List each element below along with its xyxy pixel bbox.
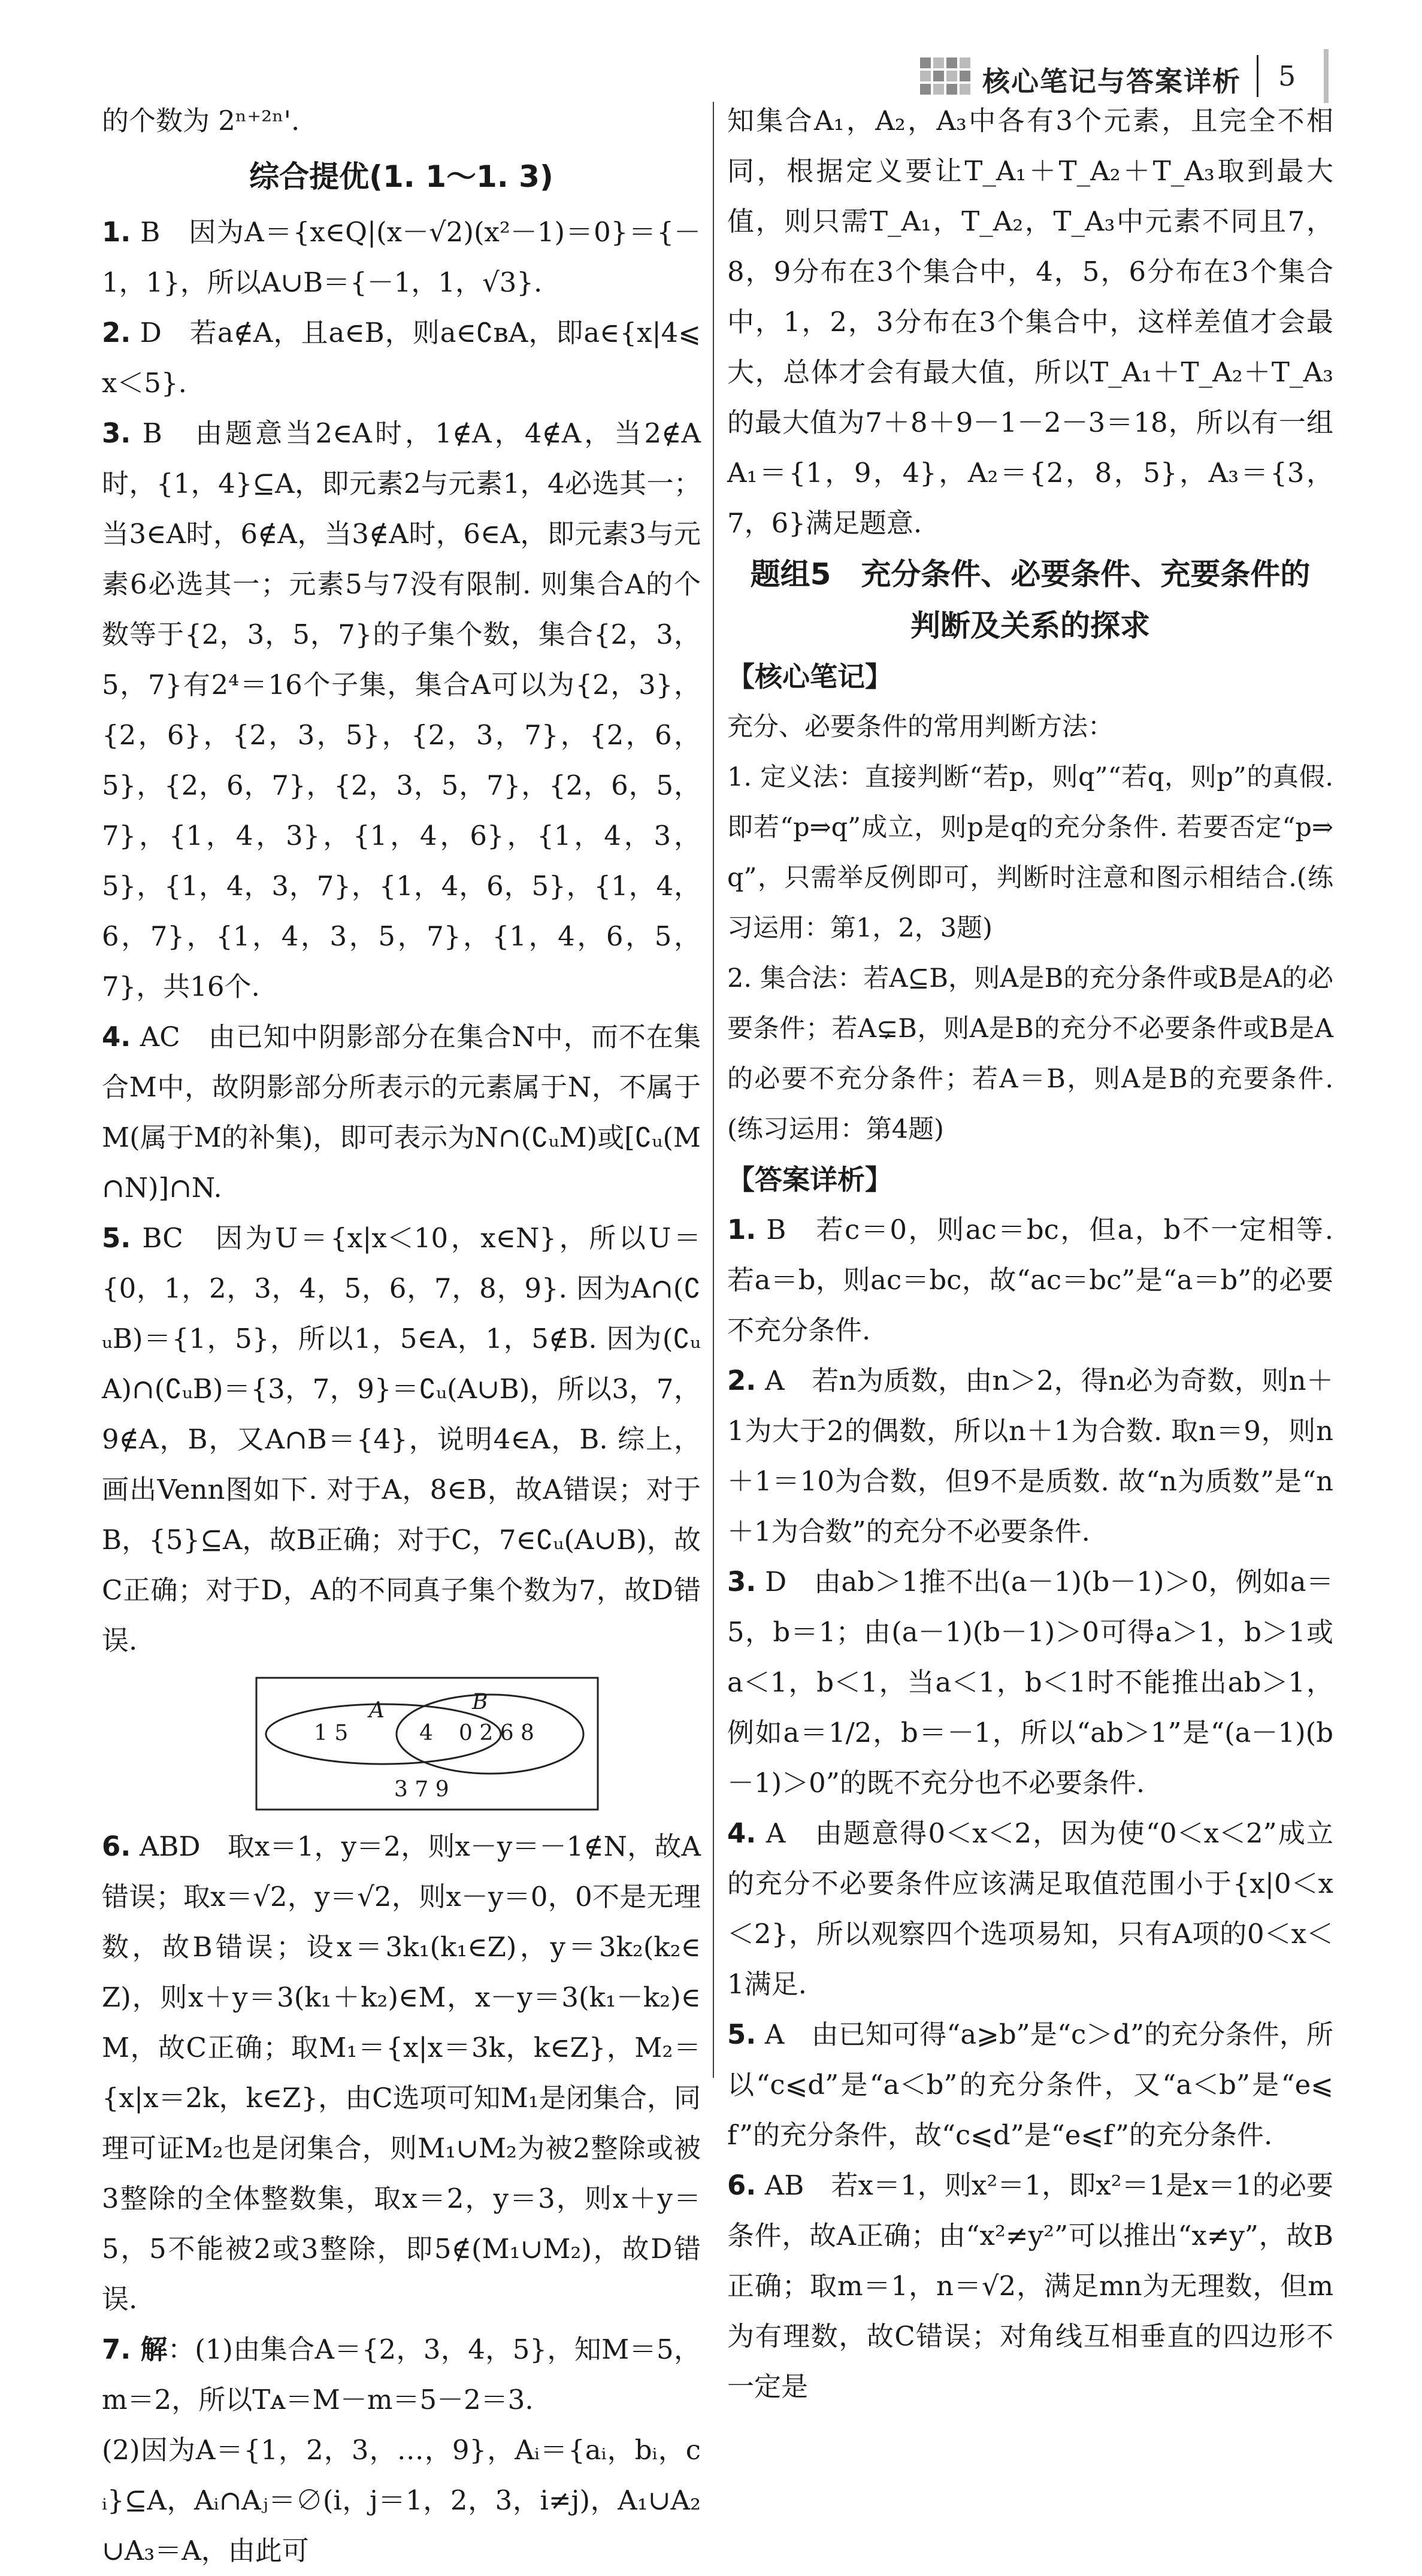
question-text: B 因为A＝{x∈Q|(x－√2)(x²－1)＝0}＝{－1，1}，所以A∪B＝{－1，1，√3}. <box>102 216 701 298</box>
right-column <box>727 96 1333 2412</box>
question-text: AC 由已知中阴影部分在集合N中，而不在集合M中，故阴影部分所表示的元素属于N，不属于M(属于M的补集)，即可表示为N∩(∁ᵤM)或[∁ᵤ(M∩N)]∩N. <box>102 1021 701 1204</box>
question-text: BC 因为U＝{x|x＜10，x∈N}，所以U＝{0，1，2，3，4，5，6，7，8，9}. 因为A∩(∁ᵤB)＝{1，5}，所以1，5∈A，1，5∉B. 因为(∁ᵤA)∩(∁ᵤB)＝{3，7，9}＝∁ᵤ(A∪B)，所以3，7，9∉A，B，又A∩B＝{4}，说明4∈A，B. 综上，画出Venn图如下. 对于A，8∈B，故A错误；对于B，{5}⊆A，故B正确；对于C，7∈∁ᵤ(A∪B)，故C正确；对于D，A的不同真子集个数为7，故D错误. <box>102 1222 701 1656</box>
group-title-line-1: 题组5 充分条件、必要条件、充要条件的 <box>750 557 1311 592</box>
a-only-elements: 1 5 <box>314 1721 349 1745</box>
answer-number: 3. <box>727 1566 757 1598</box>
question-number: 1. <box>102 216 131 248</box>
question-number: 3. <box>102 417 131 449</box>
note-2: 2. 集合法：若A⊆B，则A是B的充分条件或B是A的必要条件；若A⊊B，则A是B的充分不必要条件或B是A的必要不充分条件；若A＝B，则A是B的充要条件.(练习运用：第4题) <box>727 963 1333 1144</box>
question-number: 4. <box>102 1021 131 1053</box>
question-4 <box>102 1012 701 1213</box>
question-5 <box>102 1213 701 1666</box>
question-number: 6. <box>102 1831 131 1862</box>
answer-1 <box>727 1205 1333 1356</box>
answer-text: D 由ab＞1推不出(a－1)(b－1)＞0，例如a＝5，b＝1；由(a－1)(b－1)＞0可得a＞1，b＞1或a＜1，b＜1，当a＜1，b＜1时不能推出ab＞1，例如a＝1/2，b＝－1，所以“ab＞1”是“(a－1)(b－1)＞0”的既不充分也不必要条件. <box>727 1566 1333 1799</box>
notes-intro: 充分、必要条件的常用判断方法： <box>727 712 1114 742</box>
solution-label: 解 <box>131 2333 168 2365</box>
answer-2 <box>727 1356 1333 1557</box>
answer-text: A 若n为质数，由n＞2，得n必为奇数，则n＋1为大于2的偶数，所以n＋1为合数. 取n＝9，则n＋1＝10为合数，但9不是质数. 故“n为质数”是“n＋1为合数”的充分不必要条件. <box>727 1365 1333 1547</box>
set-a-label: A <box>369 1698 385 1723</box>
answer-6 <box>727 2160 1333 2412</box>
answer-number: 5. <box>727 2019 757 2050</box>
question-number: 5. <box>102 1222 131 1254</box>
intersection-elements: 4 <box>419 1721 433 1745</box>
answer-number: 6. <box>727 2169 757 2201</box>
question-6 <box>102 1822 701 2325</box>
header-divider <box>1257 55 1258 97</box>
column-divider <box>713 102 714 2078</box>
question-number: 7. <box>102 2333 131 2365</box>
notes-heading: 【核心笔记】 <box>727 660 892 693</box>
continued-text: 知集合A₁，A₂，A₃中各有3个元素，且完全不相同，根据定义要让T_A₁＋T_A₂＋T_A₃取到最大值，则只需T_A₁，T_A₂，T_A₃中元素不同且7，8，9分布在3个集合中，4，5，6分布在3个集合中，1，2，3分布在3个集合中，这样差值才会最大，总体才会有最大值，所以T_A₁＋T_A₂＋T_A₃的最大值为7＋8＋9－1－2－3＝18，所以有一组A₁＝{1，9，4}，A₂＝{2，8，5}，A₃＝{3，7，6}满足题意. <box>727 105 1333 539</box>
note-1: 1. 定义法：直接判断“若p，则q”“若q，则p”的真假. 即若“p⇒q”成立，则p是q的充分条件. 若要否定“p⇒q”，只需举反例即可，判断时注意和图示相结合.(练习运用：第1，2，3题) <box>727 762 1333 943</box>
question-text: B 由题意当2∈A时，1∉A，4∉A，当2∉A时，{1，4}⊆A，即元素2与元素1，4必选其一；当3∈A时，6∉A，当3∉A时，6∈A，即元素3与元素6必选其一；元素5与7没有限制. 则集合A的个数等于{2，3，5，7}的子集个数，集合{2，3，5，7}有2⁴＝16个子集，集合A可以为{2，3}，{2，6}，{2，3，5}，{2，3，7}，{2，6，5}，{2，6，7}，{2，3，5，7}，{2，6，5，7}，{1，4，3}，{1，4，6}，{1，4，3，5}，{1，4，3，7}，{1，4，6，5}，{1，4，6，7}，{1，4，3，5，7}，{1，4，6，5，7}，共16个. <box>102 417 701 1002</box>
answers-heading: 【答案详析】 <box>727 1163 892 1196</box>
venn-diagram <box>255 1677 599 1811</box>
page-header <box>920 49 1339 103</box>
question-2 <box>102 308 701 408</box>
answer-3 <box>727 1557 1333 1808</box>
header-grid-icon <box>920 57 970 95</box>
answer-text: A 由已知可得“a⩾b”是“c＞d”的充分条件，所以“c⩽d”是“a＜b”的充分条件，又“a＜b”是“e⩽f”的充分条件，故“c⩽d”是“e⩽f”的充分条件. <box>727 2019 1333 2151</box>
page-number: 5 <box>1278 60 1296 92</box>
question-text: ABD 取x＝1，y＝2，则x－y＝－1∉N，故A错误；取x＝√2，y＝√2，则x－y＝0，0不是无理数，故B错误；设x＝3k₁(k₁∈Z)，y＝3k₂(k₂∈Z)，则x＋y＝3(k₁＋k₂)∈M，x－y＝3(k₁－k₂)∈M，故C正确；取M₁＝{x|x＝3k，k∈Z}，M₂＝{x|x＝2k，k∈Z}，由C选项可知M₁是闭集合，同理可证M₂也是闭集合，则M₁∪M₂为被2整除或被3整除的全体整数集，取x＝2，y＝3，则x＋y＝5，5不能被2或3整除，即5∉(M₁∪M₂)，故D错误. <box>102 1831 701 2315</box>
outside-elements: 3 7 9 <box>394 1777 449 1802</box>
header-edge-bar <box>1324 49 1329 103</box>
header-title: 核心笔记与答案详析 <box>982 65 1241 98</box>
answer-text: AB 若x＝1，则x²＝1，即x²＝1是x＝1的必要条件，故A正确；由“x²≠y²”可以推出“x≠y”，故B正确；取m＝1，n＝√2，满足mn为无理数，但m为有理数，故C错误；对角线互相垂直的四边形不一定是 <box>727 2169 1333 2402</box>
section-title: 综合提优(1. 1～1. 3) <box>249 159 553 194</box>
answer-text: A 由题意得0＜x＜2，因为使“0＜x＜2”成立的充分不必要条件应该满足取值范围小于{x|0＜x＜2}，所以观察四个选项易知，只有A项的0＜x＜1满足. <box>727 1817 1333 2000</box>
answer-5 <box>727 2010 1333 2160</box>
left-column <box>102 96 701 2576</box>
intro-line: 的个数为 2ⁿ⁺²ⁿ'. <box>102 105 300 137</box>
group-title-line-2: 判断及关系的探求 <box>910 608 1150 643</box>
question-1 <box>102 207 701 308</box>
b-only-elements: 0 2 6 8 <box>459 1721 534 1745</box>
question-7-part-2: (2)因为A＝{1，2，3，…，9}，Aᵢ＝{aᵢ，bᵢ，cᵢ}⊆A，Aᵢ∩Aⱼ＝∅(i，j＝1，2，3，i≠j)，A₁∪A₂∪A₃＝A，由此可 <box>102 2434 701 2566</box>
question-3 <box>102 408 701 1012</box>
set-b-label: B <box>472 1690 488 1714</box>
answer-number: 1. <box>727 1214 757 1245</box>
question-text: ：(1)由集合A＝{2，3，4，5}，知M＝5，m＝2，所以Tᴀ＝M－m＝5－2＝3. <box>102 2333 701 2416</box>
answer-number: 2. <box>727 1365 757 1396</box>
question-number: 2. <box>102 317 131 348</box>
answer-text: B 若c＝0，则ac＝bc，但a，b不一定相等. 若a＝b，则ac＝bc，故“ac＝bc”是“a＝b”的必要不充分条件. <box>727 1214 1333 1346</box>
question-7 <box>102 2325 701 2425</box>
question-text: D 若a∉A，且a∈B，则a∈∁ʙA，即a∈{x|4⩽x＜5}. <box>102 317 701 399</box>
answer-4 <box>727 1808 1333 2010</box>
answer-number: 4. <box>727 1817 757 1849</box>
